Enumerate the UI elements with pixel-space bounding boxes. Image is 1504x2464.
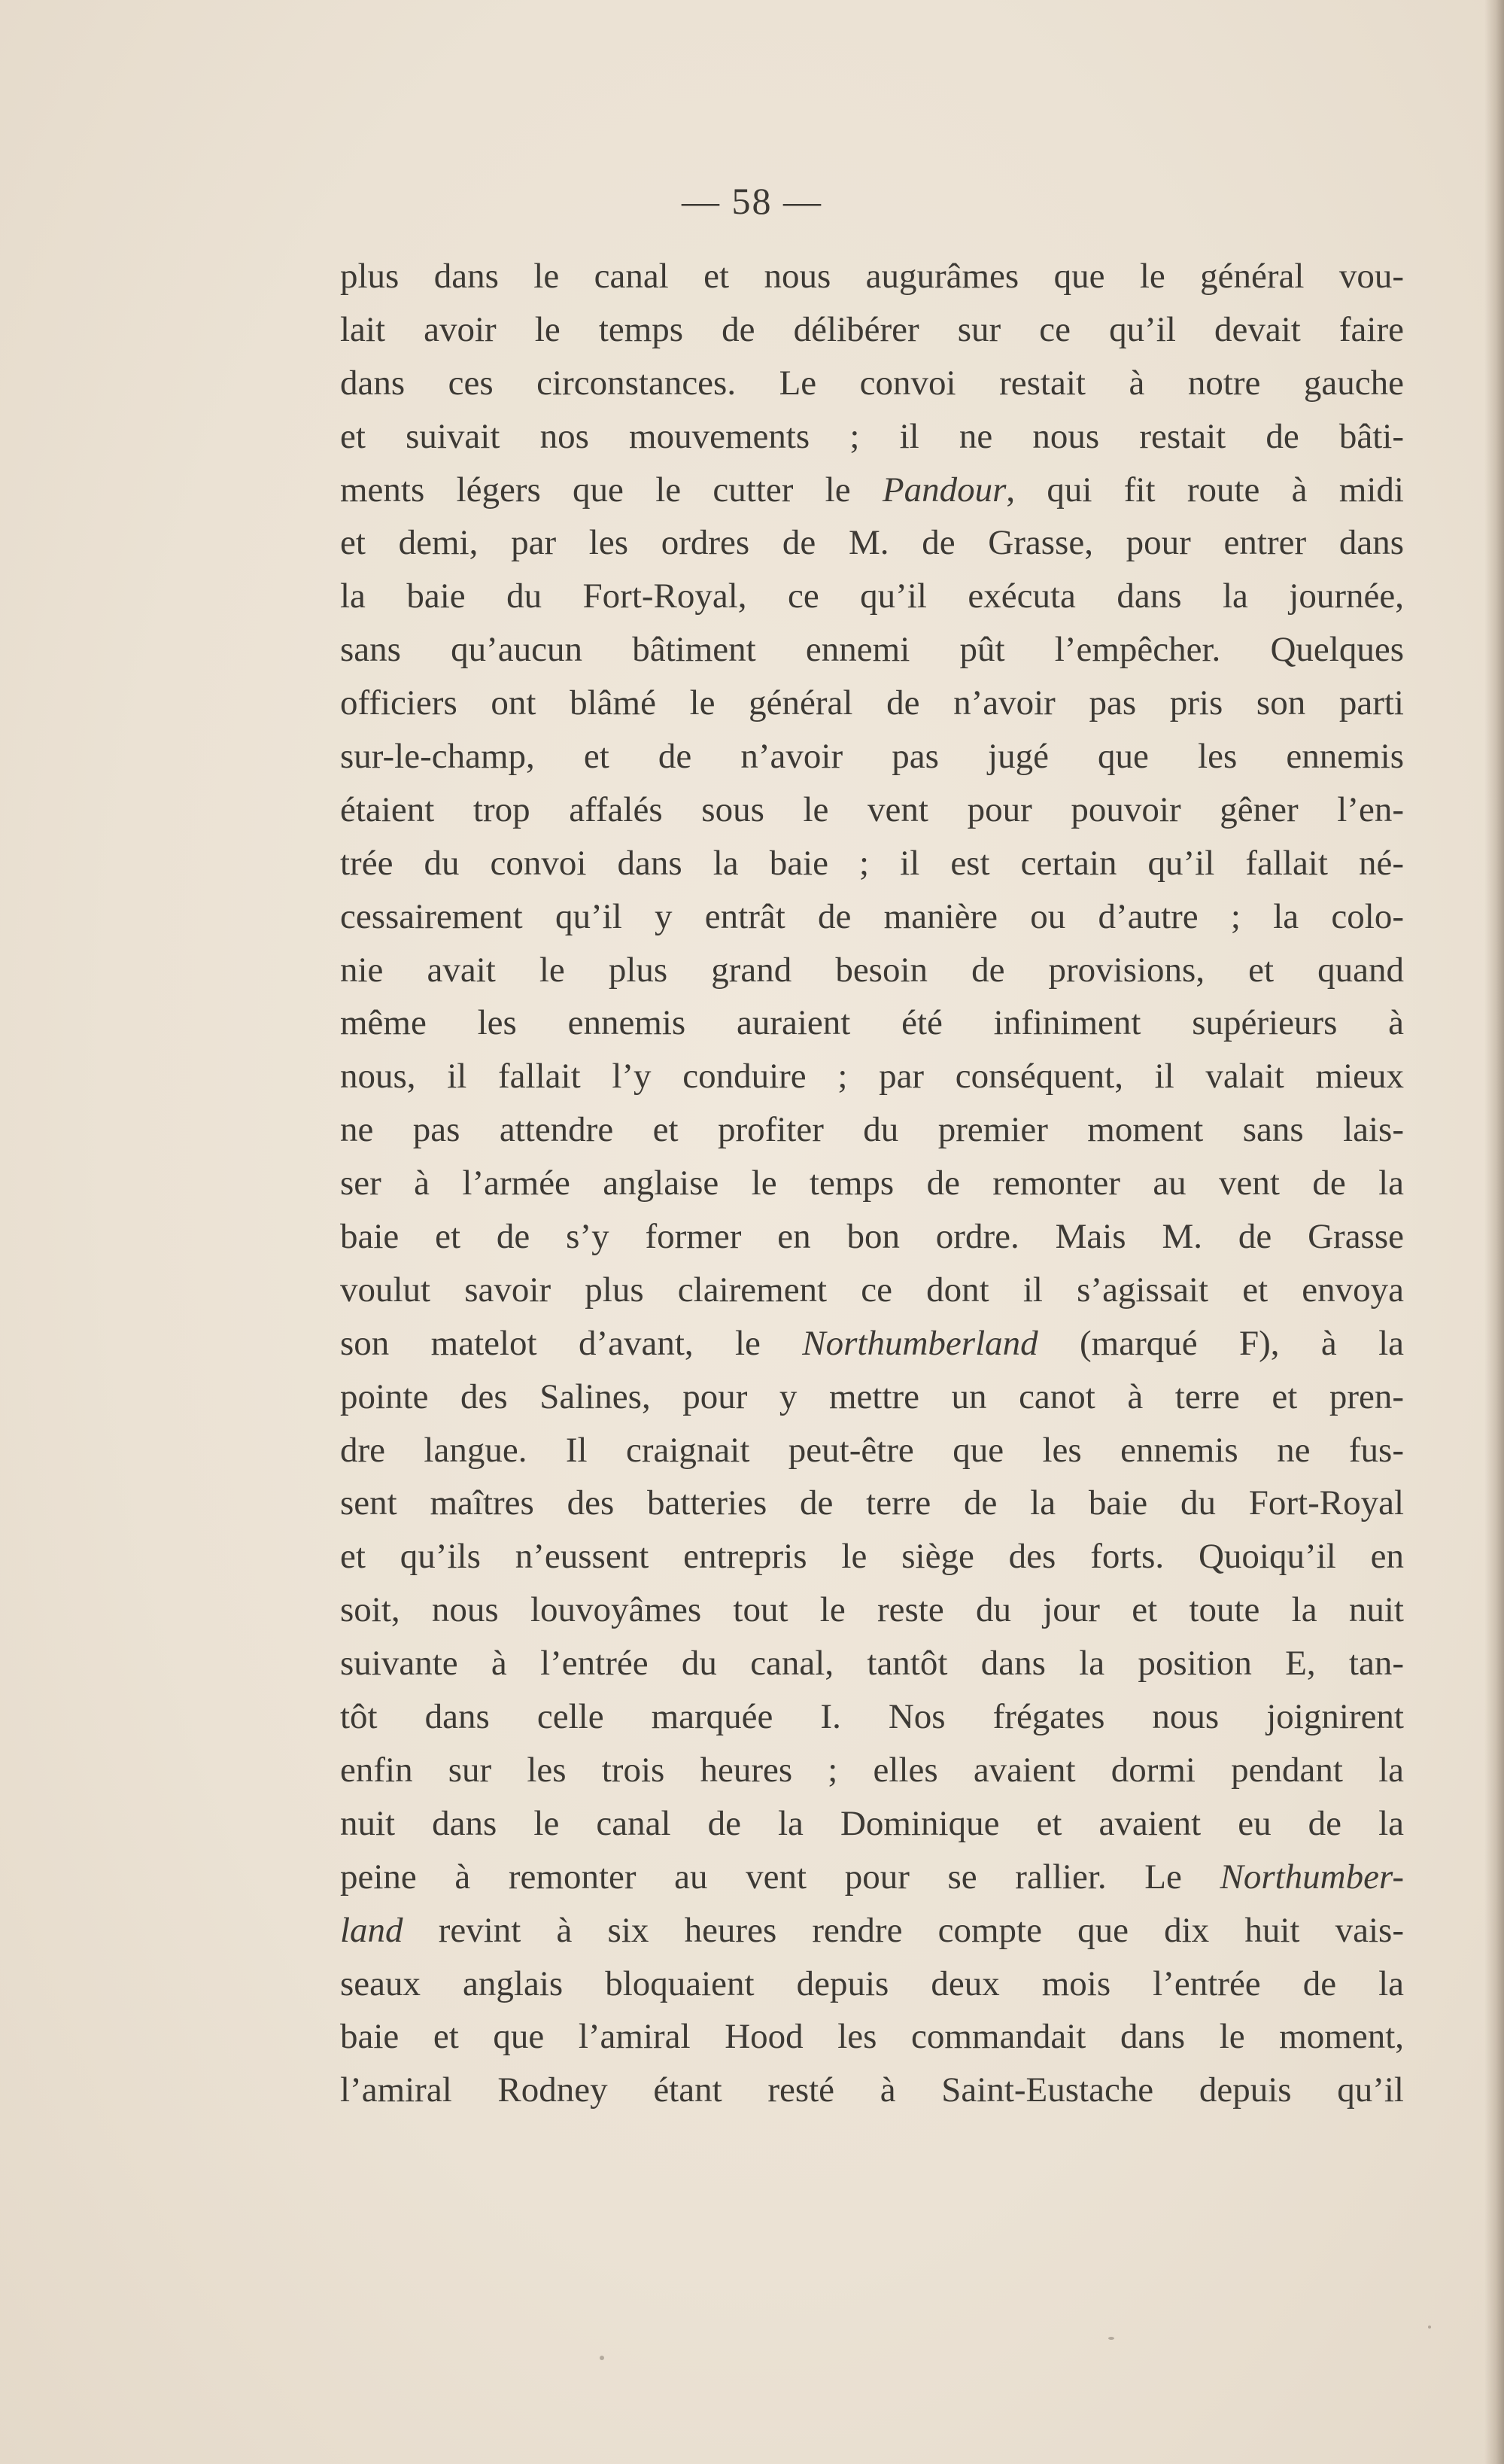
text-segment: l’amiral Rodney étant resté à Saint-Eustache depuis qu’il — [340, 2070, 1404, 2110]
text-line — [340, 1958, 1404, 2011]
text-line — [340, 1744, 1404, 1797]
text-segment: cessairement qu’il y entrât de manière ou d’autre ; la colo- — [340, 896, 1404, 936]
text-segment: nie avait le plus grand besoin de provisions, et quand — [340, 950, 1404, 990]
text-line — [340, 1157, 1404, 1210]
paper-speck — [600, 2356, 604, 2360]
text-segment: revint à six heures rendre compte que dix huit vais- — [403, 1910, 1404, 1950]
text-segment: tôt dans celle marquée I. Nos frégates nous joignirent — [340, 1697, 1404, 1737]
text-line — [340, 1264, 1404, 1317]
text-segment: étaient trop affalés sous le vent pour pouvoir gêner l’en- — [340, 789, 1404, 829]
text-segment: peine à remonter au vent pour se rallier. Le — [340, 1857, 1220, 1897]
text-line — [340, 1317, 1404, 1370]
italic-ship-name: Northumber- — [1220, 1857, 1404, 1897]
text-line — [340, 2010, 1404, 2064]
text-segment: sur-le-champ, et de n’avoir pas jugé que les ennemis — [340, 737, 1404, 777]
text-line — [340, 890, 1404, 944]
text-line — [340, 1690, 1404, 1744]
text-line — [340, 1904, 1404, 1958]
page-edge-shadow — [1484, 0, 1504, 2464]
italic-ship-name: land — [340, 1910, 403, 1950]
text-segment: ne pas attendre et profiter du premier moment sans lais- — [340, 1110, 1404, 1150]
text-segment: et qu’ils n’eussent entrepris le siège des forts. Quoiqu’il en — [340, 1537, 1404, 1577]
text-segment: baie et que l’amiral Hood les commandait dans le moment, — [340, 2017, 1404, 2057]
text-segment: la baie du Fort-Royal, ce qu’il exécuta dans la journée, — [340, 576, 1404, 616]
text-segment: sent maîtres des batteries de terre de la baie du Fort-Royal — [340, 1483, 1404, 1523]
text-line — [340, 1210, 1404, 1264]
text-line — [340, 303, 1404, 357]
text-line — [340, 1583, 1404, 1637]
text-line — [340, 623, 1404, 677]
text-segment: officiers ont blâmé le général de n’avoir pas pris son parti — [340, 683, 1404, 723]
text-line — [340, 1477, 1404, 1530]
text-line — [340, 1851, 1404, 1904]
italic-ship-name: Pandour — [882, 470, 1007, 510]
body-text — [340, 250, 1404, 2117]
text-segment: lait avoir le temps de délibérer sur ce qu’il devait faire — [340, 309, 1404, 349]
text-segment: plus dans le canal et nous augurâmes que le général vou- — [340, 257, 1404, 296]
text-segment: seaux anglais bloquaient depuis deux mois l’entrée de la — [340, 1964, 1404, 2003]
text-line — [340, 570, 1404, 623]
text-segment: nous, il fallait l’y conduire ; par conséquent, il valait mieux — [340, 1057, 1404, 1097]
text-segment: soit, nous louvoyâmes tout le reste du jour et toute la nuit — [340, 1590, 1404, 1630]
text-line — [340, 1050, 1404, 1103]
text-line — [340, 464, 1404, 517]
text-segment: et suivait nos mouvements ; il ne nous restait de bâti- — [340, 416, 1404, 456]
text-line — [340, 516, 1404, 570]
text-segment: pointe des Salines, pour y mettre un canot à terre et pren- — [340, 1376, 1404, 1416]
text-line — [340, 1370, 1404, 1424]
text-line — [340, 730, 1404, 783]
text-line — [340, 1530, 1404, 1583]
text-segment: ser à l’armée anglaise le temps de remonter au vent de la — [340, 1164, 1404, 1203]
text-segment: même les ennemis auraient été infiniment supérieurs à — [340, 1003, 1404, 1043]
page-number: — 58 — — [682, 180, 822, 222]
text-line — [340, 1797, 1404, 1851]
text-segment: dre langue. Il craignait peut-être que les ennemis ne fus- — [340, 1430, 1404, 1470]
text-line — [340, 357, 1404, 410]
text-line — [340, 1637, 1404, 1690]
paper-speck — [1428, 2326, 1431, 2329]
text-segment: sans qu’aucun bâtiment ennemi pût l’empêcher. Quelques — [340, 630, 1404, 670]
text-segment: et demi, par les ordres de M. de Grasse, pour entrer dans — [340, 523, 1404, 563]
text-line — [340, 1103, 1404, 1157]
text-line — [340, 410, 1404, 464]
text-segment: dans ces circonstances. Le convoi restait à notre gauche — [340, 363, 1404, 403]
text-segment: ments légers que le cutter le — [340, 470, 883, 510]
text-segment: , qui fit route à midi — [1006, 470, 1404, 510]
paper-speck — [1108, 2337, 1114, 2340]
text-line — [340, 250, 1404, 303]
text-segment: son matelot d’avant, le — [340, 1323, 803, 1363]
text-line — [340, 837, 1404, 890]
text-segment: baie et de s’y former en bon ordre. Mais M. de Grasse — [340, 1217, 1404, 1257]
text-segment: suivante à l’entrée du canal, tantôt dans la position E, tan- — [340, 1644, 1404, 1684]
text-line — [340, 944, 1404, 997]
text-line — [340, 996, 1404, 1050]
text-line — [340, 2064, 1404, 2117]
text-segment: enfin sur les trois heures ; elles avaient dormi pendant la — [340, 1750, 1404, 1790]
text-line — [340, 783, 1404, 837]
text-segment: nuit dans le canal de la Dominique et avaient eu de la — [340, 1803, 1404, 1843]
text-line — [340, 1424, 1404, 1477]
italic-ship-name: Northumberland — [802, 1323, 1038, 1363]
text-segment: trée du convoi dans la baie ; il est certain qu’il fallait né- — [340, 843, 1404, 883]
text-segment: (marqué F), à la — [1038, 1323, 1404, 1363]
text-line — [340, 677, 1404, 730]
text-segment: voulut savoir plus clairement ce dont il s’agissait et envoya — [340, 1270, 1404, 1310]
